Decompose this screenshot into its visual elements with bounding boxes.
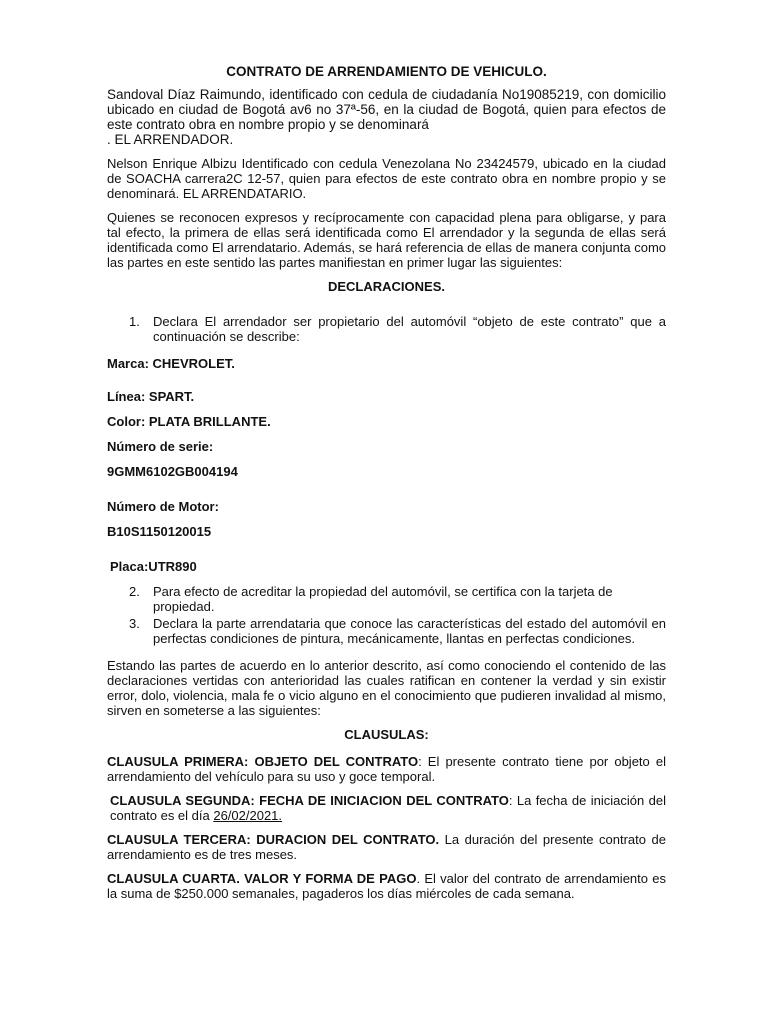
- item-number: 2.: [129, 584, 140, 599]
- clause-4-label: CLAUSULA CUARTA. VALOR Y FORMA DE PAGO: [107, 871, 417, 886]
- arrendador-text: Sandoval Díaz Raimundo, identificado con cedula de ciudadanía No19085219, con domicilio ubicado en ciudad de Bogotá av6 no 37ª-56, en la ciudad de Bogotá, quien para efectos de este contrato obra en nombre propio y se denominará: [107, 87, 666, 132]
- item-number: 3.: [129, 616, 140, 631]
- declaration-item-2: [107, 584, 666, 614]
- clause-2-date: 26/02/2021.: [213, 808, 283, 823]
- clause-4-text: . El valor del contrato de arrendamiento es la suma de $250.000 semanales, pagaderos los días miércoles de cada semana.: [107, 871, 666, 901]
- arrendador-role: . EL ARRENDADOR.: [107, 132, 234, 147]
- arrendador-paragraph: [107, 87, 666, 147]
- agreement-paragraph: Estando las partes de acuerdo en lo anterior descrito, así como conociendo el contenido de las declaraciones vertidas con anterioridad las cuales ratifican en contener la verdad y sin existir error, dolo, violencia, mala fe o vicio alguno en el conocimiento que pudieren invalidad al mismo, sirven en someterse a las siguientes:: [107, 658, 666, 718]
- vehicle-serie: 9GMM6102GB004194: [107, 464, 238, 479]
- clause-2-label: CLAUSULA SEGUNDA: FECHA DE INICIACION DEL CONTRATO: [110, 793, 509, 808]
- parties-paragraph: Quienes se reconocen expresos y recíprocamente con capacidad plena para obligarse, y para tal efecto, la primera de ellas será identificada como El arrendador y la segunda de ellas será identificada como El arrendatario. Además, se hará referencia de ellas de manera conjunta como las partes en este sentido las partes manifiestan en primer lugar las siguientes:: [107, 210, 666, 270]
- clause-1: [107, 754, 666, 784]
- item-number: 1.: [129, 314, 140, 329]
- vehicle-marca: Marca: CHEVROLET.: [107, 356, 235, 371]
- vehicle-motor: B10S1150120015: [107, 524, 212, 539]
- declaration-item-3: [107, 616, 666, 646]
- clause-3-text: La duración del presente contrato de arrendamiento es de tres meses.: [107, 832, 666, 862]
- clause-3-label: CLAUSULA TERCERA: DURACION DEL CONTRATO.: [107, 832, 440, 847]
- arrendatario-paragraph: Nelson Enrique Albizu Identificado con cedula Venezolana No 23424579, ubicado en la ciudad de SOACHA carrera2C 12-57, quien para efectos de este contrato obra en nombre propio y se denominará. EL ARRENDATARIO.: [107, 156, 666, 201]
- clausulas-heading: CLAUSULAS:: [344, 727, 429, 742]
- declaraciones-heading: DECLARACIONES.: [327, 279, 445, 294]
- vehicle-color: Color: PLATA BRILLANTE.: [107, 414, 271, 429]
- clause-1-text: : El presente contrato tiene por objeto el arrendamiento del vehículo para su uso y goce temporal.: [107, 754, 666, 784]
- vehicle-serie-label: Número de serie:: [107, 439, 214, 454]
- clause-1-label: CLAUSULA PRIMERA: OBJETO DEL CONTRATO: [107, 754, 419, 769]
- vehicle-linea: Línea: SPART.: [107, 389, 195, 404]
- clause-2: [107, 793, 666, 823]
- item-text: Para efecto de acreditar la propiedad del automóvil, se certifica con la tarjeta de propiedad.: [153, 584, 613, 614]
- clause-4: [107, 871, 666, 901]
- clause-2-text: : La fecha de iniciación del contrato es el día: [110, 793, 666, 823]
- document-title: CONTRATO DE ARRENDAMIENTO DE VEHICULO.: [226, 64, 547, 79]
- item-text: Declara El arrendador ser propietario del automóvil “objeto de este contrato” que a continuación se describe:: [153, 314, 666, 344]
- vehicle-placa: Placa:UTR890: [110, 559, 197, 574]
- clause-3: [107, 832, 666, 862]
- declaration-item-1: [107, 314, 666, 344]
- vehicle-motor-label: Número de Motor:: [107, 499, 219, 514]
- item-text: Declara la parte arrendataria que conoce las características del estado del automóvil en perfectas condiciones de pintura, mecánicamente, llantas en perfectas condiciones.: [153, 616, 666, 646]
